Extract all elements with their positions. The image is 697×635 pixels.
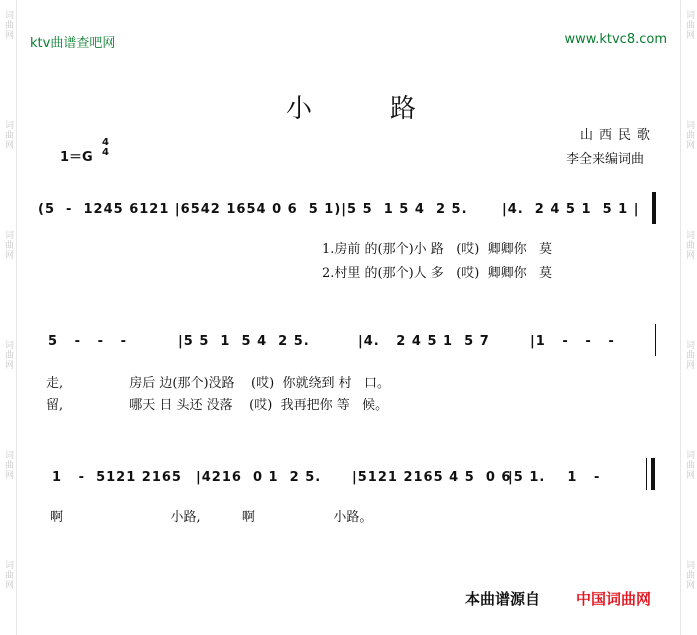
barline: [655, 324, 656, 356]
watermark-text: 词曲网: [684, 120, 694, 150]
lyric-line-1-verse-1: 1.房前 的(那个)小 路 (哎) 卿卿你 莫: [322, 242, 553, 257]
notation-line-3b: |4216 0 1 2 5.: [196, 470, 322, 485]
left-watermark-strip: [0, 0, 17, 635]
watermark-text: 词曲网: [3, 560, 13, 590]
watermark-text: 词曲网: [3, 230, 13, 260]
watermark-text: 词曲网: [684, 10, 694, 40]
song-credit: 李全来编词曲: [566, 152, 645, 167]
notation-line-1b: |4. 2 4 5 1 5 1 |: [502, 202, 640, 217]
barline: [652, 192, 656, 224]
notation-line-2b: |5 5 1 5 4 2 5.: [178, 334, 310, 349]
time-signature: [102, 138, 109, 158]
notation-line-1a: (5 - 1245 6121 |6542 1654 0 6 5 1)|5 5 1 5 4 2 5.: [38, 202, 474, 217]
notation-line-2a: 5 - - -: [48, 334, 127, 349]
key-signature: 1＝G: [60, 150, 93, 165]
watermark-text: 词曲网: [684, 230, 694, 260]
lyric-line-1-verse-2: 2.村里 的(那个)人 多 (哎) 卿卿你 莫: [322, 266, 553, 281]
time-signature-top: 4: [102, 137, 109, 148]
lyric-line-2-verse-1: 走, 房后 边(那个)没路 (哎) 你就绕到 村 口。: [46, 376, 390, 391]
watermark-text: 词曲网: [684, 560, 694, 590]
final-barline-thin: [646, 458, 647, 490]
watermark-text: 词曲网: [684, 340, 694, 370]
right-watermark-strip: [680, 0, 697, 635]
watermark-text: 词曲网: [684, 450, 694, 480]
song-title: 小路: [286, 94, 495, 124]
watermark-text: 词曲网: [3, 450, 13, 480]
notation-line-3c: |5121 2165 4 5 0 6: [352, 470, 512, 485]
footer-source-text: 本曲谱源自: [465, 590, 541, 608]
watermark-text: 词曲网: [3, 10, 13, 40]
final-barline-thick: [651, 458, 655, 490]
notation-line-2c: |4. 2 4 5 1 5 7: [358, 334, 490, 349]
notation-line-3a: 1 - 5121 2165: [52, 470, 182, 485]
song-origin: 山西民歌: [580, 128, 657, 143]
notation-line-2d: |1 - - -: [530, 334, 615, 349]
site-url-link[interactable]: www.ktvc8.com: [564, 32, 667, 47]
lyric-line-3: 啊 小路, 啊 小路。: [50, 510, 373, 525]
watermark-text: 词曲网: [3, 340, 13, 370]
site-name-link[interactable]: ktv曲谱查吧网: [30, 36, 116, 51]
footer-brand-link[interactable]: 中国词曲网: [576, 590, 652, 608]
time-signature-bottom: 4: [102, 147, 109, 158]
notation-line-3d: |5 1. 1 -: [508, 470, 601, 485]
watermark-text: 词曲网: [3, 120, 13, 150]
lyric-line-2-verse-2: 留, 哪天 日 头还 没落 (哎) 我再把你 等 候。: [46, 398, 389, 413]
